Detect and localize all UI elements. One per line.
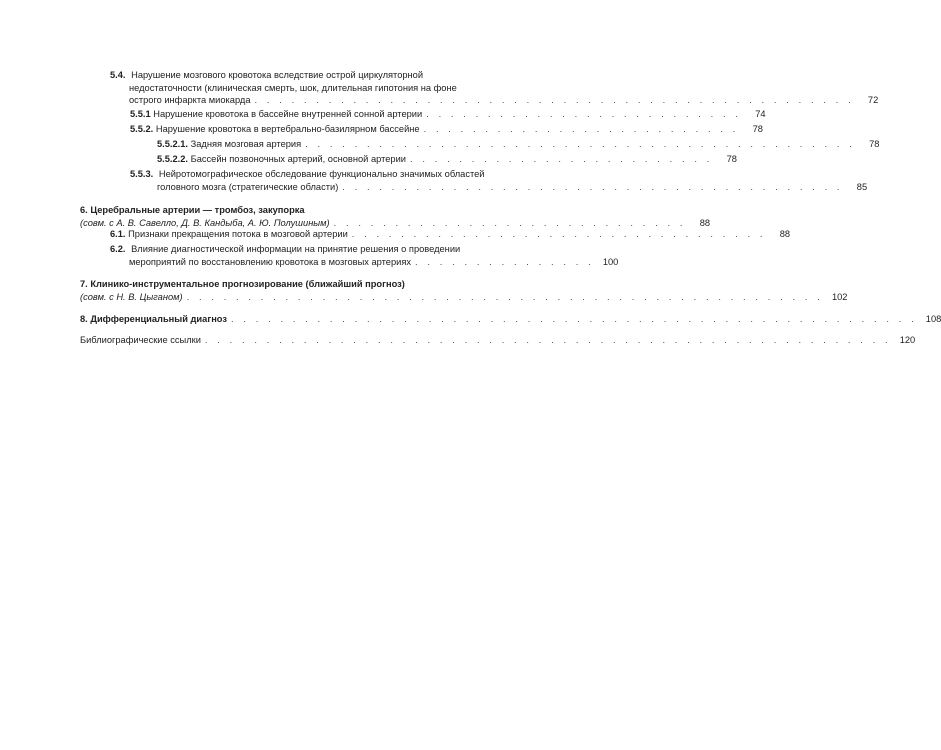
entry-title: Нарушение кровотока в бассейне внутренней сонной артерии <box>153 109 423 119</box>
toc-entry-6-2[interactable] <box>110 243 619 268</box>
toc-entry-6-1[interactable] <box>110 228 791 241</box>
leader-dots: . . . . . . . . . . . . . . . . . . . . . . . . . . . . . . . . . . . . . . . . . . . . . . . . . . . . . . . . <box>204 335 892 345</box>
page-number: 108 <box>925 314 941 324</box>
chapter-authors: (совм. с Н. В. Цыганом) <box>80 291 183 302</box>
entry-title-line: Нарушение мозгового кровотока вследствие острой циркуляторной <box>131 70 424 80</box>
entry-title-line: головного мозга (стратегические области) <box>157 181 339 192</box>
chapter-title: Библиографические ссылки <box>80 335 201 345</box>
leader-dots: . . . . . . . . . . . . . . . <box>415 256 595 267</box>
entry-number: 5.5.1 <box>130 109 151 119</box>
entry-title: Нарушение кровотока в вертебрально-базилярном бассейне <box>155 124 420 134</box>
entry-title-line: острого инфаркта миокарда <box>129 95 251 105</box>
entry-number: 5.5.2. <box>130 124 154 134</box>
toc-chapter-7[interactable] <box>80 278 848 303</box>
page-number: 102 <box>831 291 848 302</box>
page-number: 85 <box>856 181 868 192</box>
entry-number: 5.5.2.2. <box>157 154 189 164</box>
toc-chapter-8[interactable] <box>80 313 941 326</box>
leader-dots: . . . . . . . . . . . . . . . . . . . . . . . . . . . . . . . . . . . . . . . . . . . . . <box>305 139 856 149</box>
toc-entry-5-5-2-2[interactable] <box>157 153 737 166</box>
page-number: 88 <box>699 217 711 228</box>
toc-entry-5-5-1[interactable] <box>130 108 766 121</box>
entry-title-line: мероприятий по восстановлению кровотока в мозговых артериях <box>129 256 412 267</box>
entry-title-line: недостаточности (клиническая смерть, шок, длительная гипотония на фоне <box>129 82 457 93</box>
toc-entry-5-5-3[interactable] <box>130 168 868 193</box>
entry-title-line: Влияние диагностической информации на принятие решения о проведении <box>131 244 461 254</box>
entry-number: 6.1. <box>110 229 126 239</box>
entry-title: Задняя мозговая артерия <box>190 139 302 149</box>
toc-chapter-6[interactable] <box>80 204 711 229</box>
toc-entry-5-5-2[interactable] <box>130 123 763 136</box>
entry-number: 5.5.2.1. <box>157 139 189 149</box>
page-number: 72 <box>867 95 879 105</box>
page-number: 120 <box>899 335 916 345</box>
chapter-title: 7. Клинико-инструментальное прогнозирование (ближайший прогноз) <box>80 279 405 289</box>
leader-dots: . . . . . . . . . . . . . . . . . . . . . . . . . . <box>426 109 742 119</box>
toc-bibliography[interactable] <box>80 334 916 347</box>
chapter-title: 6. Церебральные артерии — тромбоз, закупорка <box>80 205 305 215</box>
entry-number: 6.2. <box>110 244 126 254</box>
entry-number: 5.4. <box>110 70 126 80</box>
leader-dots: . . . . . . . . . . . . . . . . . . . . . . . . . . . . . . . . . . . . . . . . . . . . . . . . . . . . . . . . <box>230 314 918 324</box>
entry-title: Бассейн позвоночных артерий, основной артерии <box>190 154 406 164</box>
page-number: 78 <box>752 124 763 134</box>
page-number: 74 <box>755 109 766 119</box>
page-number: 78 <box>726 154 737 164</box>
leader-dots: . . . . . . . . . . . . . . . . . . . . . . . . . . <box>423 124 739 134</box>
entry-number: 5.5.3. <box>130 169 154 179</box>
toc-entry-5-4[interactable] <box>110 69 879 107</box>
leader-dots: . . . . . . . . . . . . . . . . . . . . . . . . . . . . . . . . . . . . . . . . . . . . . . . . . . . . <box>186 291 824 302</box>
leader-dots: . . . . . . . . . . . . . . . . . . . . . . . . . <box>409 154 713 164</box>
chapter-authors: (совм. с А. В. Савелло, Д. В. Кандыба, А. Ю. Полушиным) <box>80 217 330 228</box>
page-number: 88 <box>779 229 791 239</box>
leader-dots: . . . . . . . . . . . . . . . . . . . . . . . . . . . . . . . . . . <box>351 229 767 239</box>
page-number: 78 <box>869 139 880 149</box>
entry-title-line: Нейротомографическое обследование функционально значимых областей <box>158 169 485 179</box>
page-number: 100 <box>602 256 619 267</box>
leader-dots: . . . . . . . . . . . . . . . . . . . . . . . . . . . . . . . . . . . . . . . . . <box>342 181 844 192</box>
entry-title: Признаки прекращения потока в мозговой артерии <box>128 229 348 239</box>
leader-dots: . . . . . . . . . . . . . . . . . . . . . . . . . . . . . <box>333 217 687 228</box>
toc-entry-5-5-2-1[interactable] <box>157 138 880 151</box>
leader-dots: . . . . . . . . . . . . . . . . . . . . . . . . . . . . . . . . . . . . . . . . . . . . . . . . . <box>254 95 855 105</box>
chapter-title: 8. Дифференциальный диагноз <box>80 314 227 324</box>
